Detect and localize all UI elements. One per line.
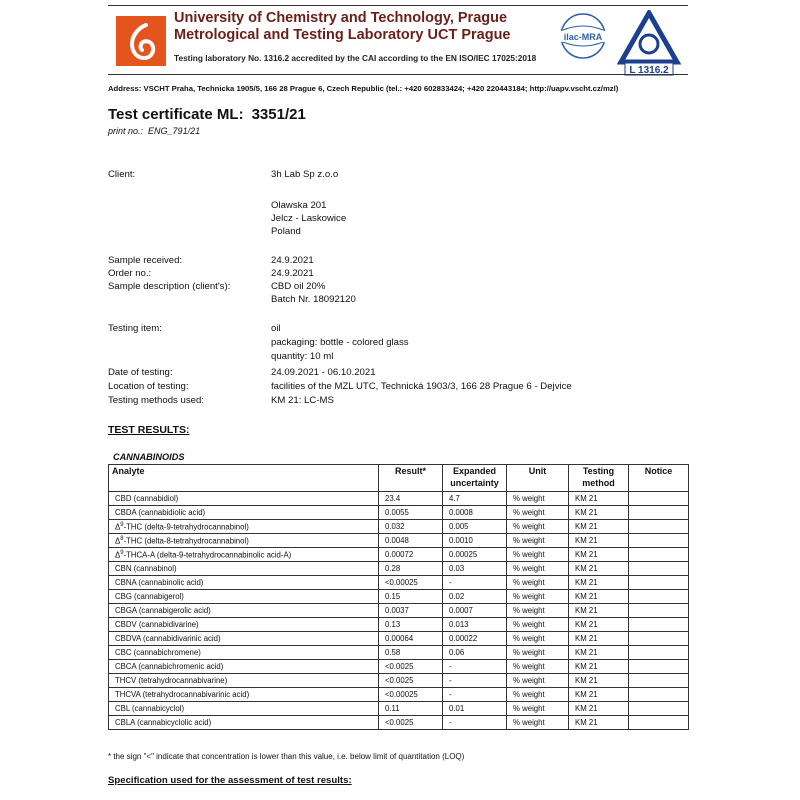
cell-analyte: CBG (cannabigerol) bbox=[109, 590, 379, 604]
col-method: Testing method bbox=[569, 465, 629, 492]
table-row bbox=[109, 618, 689, 632]
cell-uncertainty: 4.7 bbox=[443, 492, 507, 506]
table-row bbox=[109, 520, 689, 534]
cell-uncertainty: 0.0008 bbox=[443, 506, 507, 520]
cell-result: 0.00064 bbox=[379, 632, 443, 646]
cell-method: KM 21 bbox=[569, 548, 629, 562]
cell-uncertainty: - bbox=[443, 688, 507, 702]
cell-uncertainty: 0.0010 bbox=[443, 534, 507, 548]
col-unit: Unit bbox=[507, 465, 569, 492]
cell-unit: % weight bbox=[507, 618, 569, 632]
sample-description-label: Sample description (client's): bbox=[108, 281, 231, 292]
cell-notice bbox=[629, 646, 689, 660]
certificate-number: 3351/21 bbox=[251, 106, 306, 123]
cell-analyte: THCVA (tetrahydrocannabivarinic acid) bbox=[109, 688, 379, 702]
cell-method: KM 21 bbox=[569, 632, 629, 646]
test-results-heading: TEST RESULTS: bbox=[108, 424, 190, 436]
cell-uncertainty: 0.03 bbox=[443, 562, 507, 576]
cell-method: KM 21 bbox=[569, 660, 629, 674]
col-analyte: Analyte bbox=[109, 465, 379, 492]
table-row bbox=[109, 674, 689, 688]
flask-icon bbox=[116, 16, 166, 66]
cell-notice bbox=[629, 590, 689, 604]
header-divider bbox=[108, 74, 688, 75]
cell-result: <0.0025 bbox=[379, 660, 443, 674]
uct-logo bbox=[116, 16, 166, 66]
cell-unit: % weight bbox=[507, 674, 569, 688]
results-table bbox=[108, 464, 689, 730]
location-label: Location of testing: bbox=[108, 381, 189, 392]
table-row bbox=[109, 660, 689, 674]
client-label: Client: bbox=[108, 169, 136, 180]
cell-unit: % weight bbox=[507, 562, 569, 576]
cell-method: KM 21 bbox=[569, 646, 629, 660]
order-value: 24.9.2021 bbox=[271, 268, 314, 279]
client-address-3: Poland bbox=[271, 226, 301, 237]
cell-unit: % weight bbox=[507, 646, 569, 660]
cell-result: 0.00072 bbox=[379, 548, 443, 562]
cell-analyte: CBCA (cannabichromenic acid) bbox=[109, 660, 379, 674]
col-notice: Notice bbox=[629, 465, 689, 492]
cell-method: KM 21 bbox=[569, 618, 629, 632]
date-of-testing-value: 24.09.2021 - 06.10.2021 bbox=[271, 367, 376, 378]
cell-uncertainty: - bbox=[443, 576, 507, 590]
cell-method: KM 21 bbox=[569, 506, 629, 520]
certificate-title bbox=[108, 106, 306, 123]
cell-unit: % weight bbox=[507, 716, 569, 730]
ilac-text: ilac-MRA bbox=[563, 32, 603, 42]
cell-unit: % weight bbox=[507, 520, 569, 534]
cell-notice bbox=[629, 562, 689, 576]
table-row bbox=[109, 702, 689, 716]
cell-notice bbox=[629, 716, 689, 730]
cell-uncertainty: 0.02 bbox=[443, 590, 507, 604]
cell-unit: % weight bbox=[507, 632, 569, 646]
cell-analyte: CBLA (cannabicyclolic acid) bbox=[109, 716, 379, 730]
cell-uncertainty: - bbox=[443, 660, 507, 674]
cell-analyte: $\Delta^9-THCA-A$ (delta-9-tetrahydrocannabinolic acid-A) bbox=[109, 548, 379, 562]
table-row bbox=[109, 590, 689, 604]
cell-notice bbox=[629, 492, 689, 506]
cell-analyte: CBDVA (cannabidivarinic acid) bbox=[109, 632, 379, 646]
table-row bbox=[109, 506, 689, 520]
print-value: ENG_791/21 bbox=[148, 126, 201, 136]
laboratory-name: Metrological and Testing Laboratory UCT Prague bbox=[174, 27, 511, 43]
cell-result: 23.4 bbox=[379, 492, 443, 506]
cell-notice bbox=[629, 660, 689, 674]
cell-result: 0.13 bbox=[379, 618, 443, 632]
cell-notice bbox=[629, 506, 689, 520]
cell-analyte: CBDV (cannabidivarine) bbox=[109, 618, 379, 632]
cell-result: 0.28 bbox=[379, 562, 443, 576]
cell-analyte: CBNA (cannabinolic acid) bbox=[109, 576, 379, 590]
cell-result: 0.032 bbox=[379, 520, 443, 534]
cell-result: 0.0048 bbox=[379, 534, 443, 548]
cell-method: KM 21 bbox=[569, 702, 629, 716]
top-rule bbox=[108, 5, 688, 6]
cell-unit: % weight bbox=[507, 492, 569, 506]
category-title: CANNABINOIDS bbox=[113, 452, 185, 462]
cell-analyte: CBDA (cannabidiolic acid) bbox=[109, 506, 379, 520]
header-title bbox=[174, 10, 511, 44]
cell-unit: % weight bbox=[507, 506, 569, 520]
cell-uncertainty: - bbox=[443, 716, 507, 730]
cell-notice bbox=[629, 576, 689, 590]
cell-notice bbox=[629, 702, 689, 716]
cell-notice bbox=[629, 688, 689, 702]
certificate-label: Test certificate ML: bbox=[108, 106, 244, 123]
table-header-row bbox=[109, 465, 689, 492]
col-uncertainty: Expanded uncertainty bbox=[443, 465, 507, 492]
batch-number: Batch Nr. 18092120 bbox=[271, 294, 356, 305]
cell-result: <0.0025 bbox=[379, 716, 443, 730]
cell-notice bbox=[629, 618, 689, 632]
cell-method: KM 21 bbox=[569, 534, 629, 548]
table-row bbox=[109, 492, 689, 506]
cell-uncertainty: - bbox=[443, 674, 507, 688]
table-row bbox=[109, 534, 689, 548]
print-label: print no.: bbox=[108, 126, 144, 136]
cell-analyte: CBC (cannabichromene) bbox=[109, 646, 379, 660]
cell-method: KM 21 bbox=[569, 716, 629, 730]
table-row bbox=[109, 632, 689, 646]
cell-unit: % weight bbox=[507, 604, 569, 618]
cell-notice bbox=[629, 632, 689, 646]
table-row bbox=[109, 688, 689, 702]
methods-value: KM 21: LC-MS bbox=[271, 395, 334, 406]
cell-unit: % weight bbox=[507, 660, 569, 674]
client-address-1: Olawska 201 bbox=[271, 200, 327, 211]
quantity-value: quantity: 10 ml bbox=[271, 351, 334, 362]
cell-result: 0.15 bbox=[379, 590, 443, 604]
ilac-mra-logo bbox=[553, 12, 613, 60]
cell-unit: % weight bbox=[507, 688, 569, 702]
cell-analyte: CBD (cannabidiol) bbox=[109, 492, 379, 506]
accreditation-text: Testing laboratory No. 1316.2 accredited by the CAI according to the EN ISO/IEC 17025:2018 bbox=[174, 53, 537, 63]
cell-method: KM 21 bbox=[569, 604, 629, 618]
cell-result: 0.0037 bbox=[379, 604, 443, 618]
lab-address: Address: VSCHT Praha, Technicka 1905/5, 166 28 Prague 6, Czech Republic (tel.: +420 602833424; +420 220443184; http://uapv.vscht.cz/mzl) bbox=[108, 84, 619, 93]
cell-result: 0.0055 bbox=[379, 506, 443, 520]
cell-uncertainty: 0.013 bbox=[443, 618, 507, 632]
cai-logo bbox=[617, 10, 681, 76]
order-label: Order no.: bbox=[108, 268, 152, 279]
table-row bbox=[109, 562, 689, 576]
cell-method: KM 21 bbox=[569, 576, 629, 590]
col-result: Result* bbox=[379, 465, 443, 492]
cell-method: KM 21 bbox=[569, 590, 629, 604]
methods-label: Testing methods used: bbox=[108, 395, 204, 406]
cell-notice bbox=[629, 520, 689, 534]
table-row bbox=[109, 576, 689, 590]
client-address-2: Jelcz - Laskowice bbox=[271, 213, 347, 224]
cai-number: L 1316.2 bbox=[629, 65, 669, 76]
university-name: University of Chemistry and Technology, Prague bbox=[174, 10, 508, 26]
cell-result: <0.00025 bbox=[379, 688, 443, 702]
cell-unit: % weight bbox=[507, 702, 569, 716]
cell-method: KM 21 bbox=[569, 562, 629, 576]
client-name: 3h Lab Sp z.o.o bbox=[271, 169, 339, 180]
cell-method: KM 21 bbox=[569, 520, 629, 534]
cell-uncertainty: 0.00022 bbox=[443, 632, 507, 646]
cell-unit: % weight bbox=[507, 576, 569, 590]
cell-uncertainty: 0.005 bbox=[443, 520, 507, 534]
table-row bbox=[109, 716, 689, 730]
cell-analyte: CBGA (cannabigerolic acid) bbox=[109, 604, 379, 618]
cell-notice bbox=[629, 674, 689, 688]
sample-description-value: CBD oil 20% bbox=[271, 281, 326, 292]
cell-result: 0.11 bbox=[379, 702, 443, 716]
cell-analyte: $\Delta^9$-THC (delta-9-tetrahydrocannabinol) bbox=[109, 520, 379, 534]
cell-notice bbox=[629, 534, 689, 548]
packaging-value: packaging: bottle - colored glass bbox=[271, 337, 409, 348]
cell-analyte: CBN (cannabinol) bbox=[109, 562, 379, 576]
cell-notice bbox=[629, 604, 689, 618]
print-number bbox=[108, 126, 200, 136]
cell-uncertainty: 0.00025 bbox=[443, 548, 507, 562]
cell-method: KM 21 bbox=[569, 674, 629, 688]
cell-method: KM 21 bbox=[569, 492, 629, 506]
sample-received-value: 24.9.2021 bbox=[271, 255, 314, 266]
cell-analyte: $\Delta^8$-THC (delta-8-tetrahydrocannabinol) bbox=[109, 534, 379, 548]
cell-result: <0.00025 bbox=[379, 576, 443, 590]
location-value: facilities of the MZL UTC, Technická 1903/3, 166 28 Prague 6 - Dejvice bbox=[271, 381, 572, 392]
testing-item-label: Testing item: bbox=[108, 323, 162, 334]
table-row bbox=[109, 604, 689, 618]
sample-received-label: Sample received: bbox=[108, 255, 183, 266]
cell-unit: % weight bbox=[507, 590, 569, 604]
specification-heading: Specification used for the assessment of test results: bbox=[108, 775, 352, 786]
cell-uncertainty: 0.06 bbox=[443, 646, 507, 660]
cell-uncertainty: 0.01 bbox=[443, 702, 507, 716]
cell-notice bbox=[629, 548, 689, 562]
cell-uncertainty: 0.0007 bbox=[443, 604, 507, 618]
cell-unit: % weight bbox=[507, 534, 569, 548]
table-row bbox=[109, 548, 689, 562]
cell-unit: % weight bbox=[507, 548, 569, 562]
cell-result: <0.0025 bbox=[379, 674, 443, 688]
footnote: * the sign "<" indicate that concentration is lower than this value, i.e. below limit of quantitation (LOQ) bbox=[108, 752, 465, 761]
cell-method: KM 21 bbox=[569, 688, 629, 702]
date-of-testing-label: Date of testing: bbox=[108, 367, 173, 378]
cell-result: 0.58 bbox=[379, 646, 443, 660]
table-row bbox=[109, 646, 689, 660]
testing-item-value: oil bbox=[271, 323, 281, 334]
cell-analyte: CBL (cannabicyclol) bbox=[109, 702, 379, 716]
cell-analyte: THCV (tetrahydrocannabivarine) bbox=[109, 674, 379, 688]
